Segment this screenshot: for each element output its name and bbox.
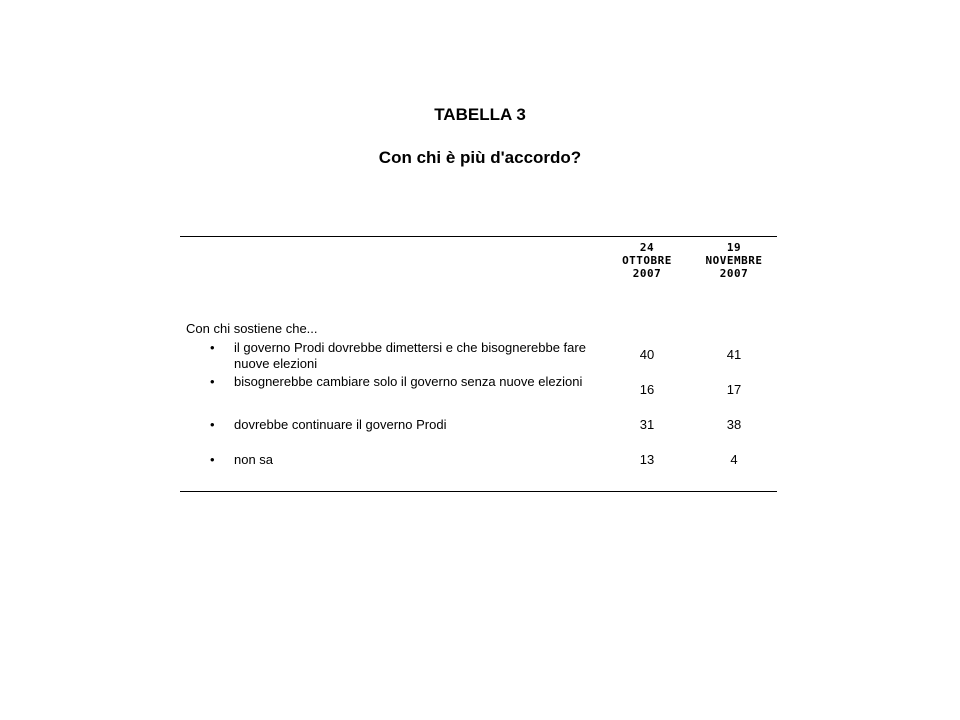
column-header-novembre [689, 241, 779, 280]
row-label: dovrebbe continuare il governo Prodi [234, 417, 447, 432]
bullet-icon: • [210, 452, 215, 467]
document-title: TABELLA 3 [434, 105, 526, 124]
row-value-ottobre: 31 [639, 417, 655, 432]
column-header-year: 2007 [632, 267, 662, 280]
row-label: non sa [234, 452, 274, 467]
table-intro-text: Con chi sostiene che... [186, 321, 318, 336]
column-header-year: 2007 [719, 267, 749, 280]
row-label: bisognerebbe cambiare solo il governo senza nuove elezioni [234, 374, 583, 389]
bullet-icon: • [210, 417, 215, 432]
row-value-novembre: 41 [726, 347, 742, 362]
row-value-ottobre: 40 [639, 347, 655, 362]
table-top-rule [180, 236, 777, 237]
row-value-ottobre: 13 [639, 452, 655, 467]
column-header-month: NOVEMBRE [705, 254, 763, 267]
column-header-month: OTTOBRE [622, 254, 672, 267]
column-header-ottobre [602, 241, 692, 280]
document-subtitle: Con chi è più d'accordo? [378, 148, 582, 167]
bullet-icon: • [210, 340, 215, 355]
column-header-day: 24 [639, 241, 655, 254]
row-value-novembre: 17 [726, 382, 742, 397]
column-header-day: 19 [726, 241, 742, 254]
row-value-ottobre: 16 [639, 382, 655, 397]
bullet-icon: • [210, 374, 215, 389]
row-value-novembre: 4 [730, 452, 738, 467]
row-value-novembre: 38 [726, 417, 742, 432]
table-bottom-rule [180, 491, 777, 492]
row-label: il governo Prodi dovrebbe dimettersi e che bisognerebbe fare nuove elezioni [234, 340, 586, 371]
